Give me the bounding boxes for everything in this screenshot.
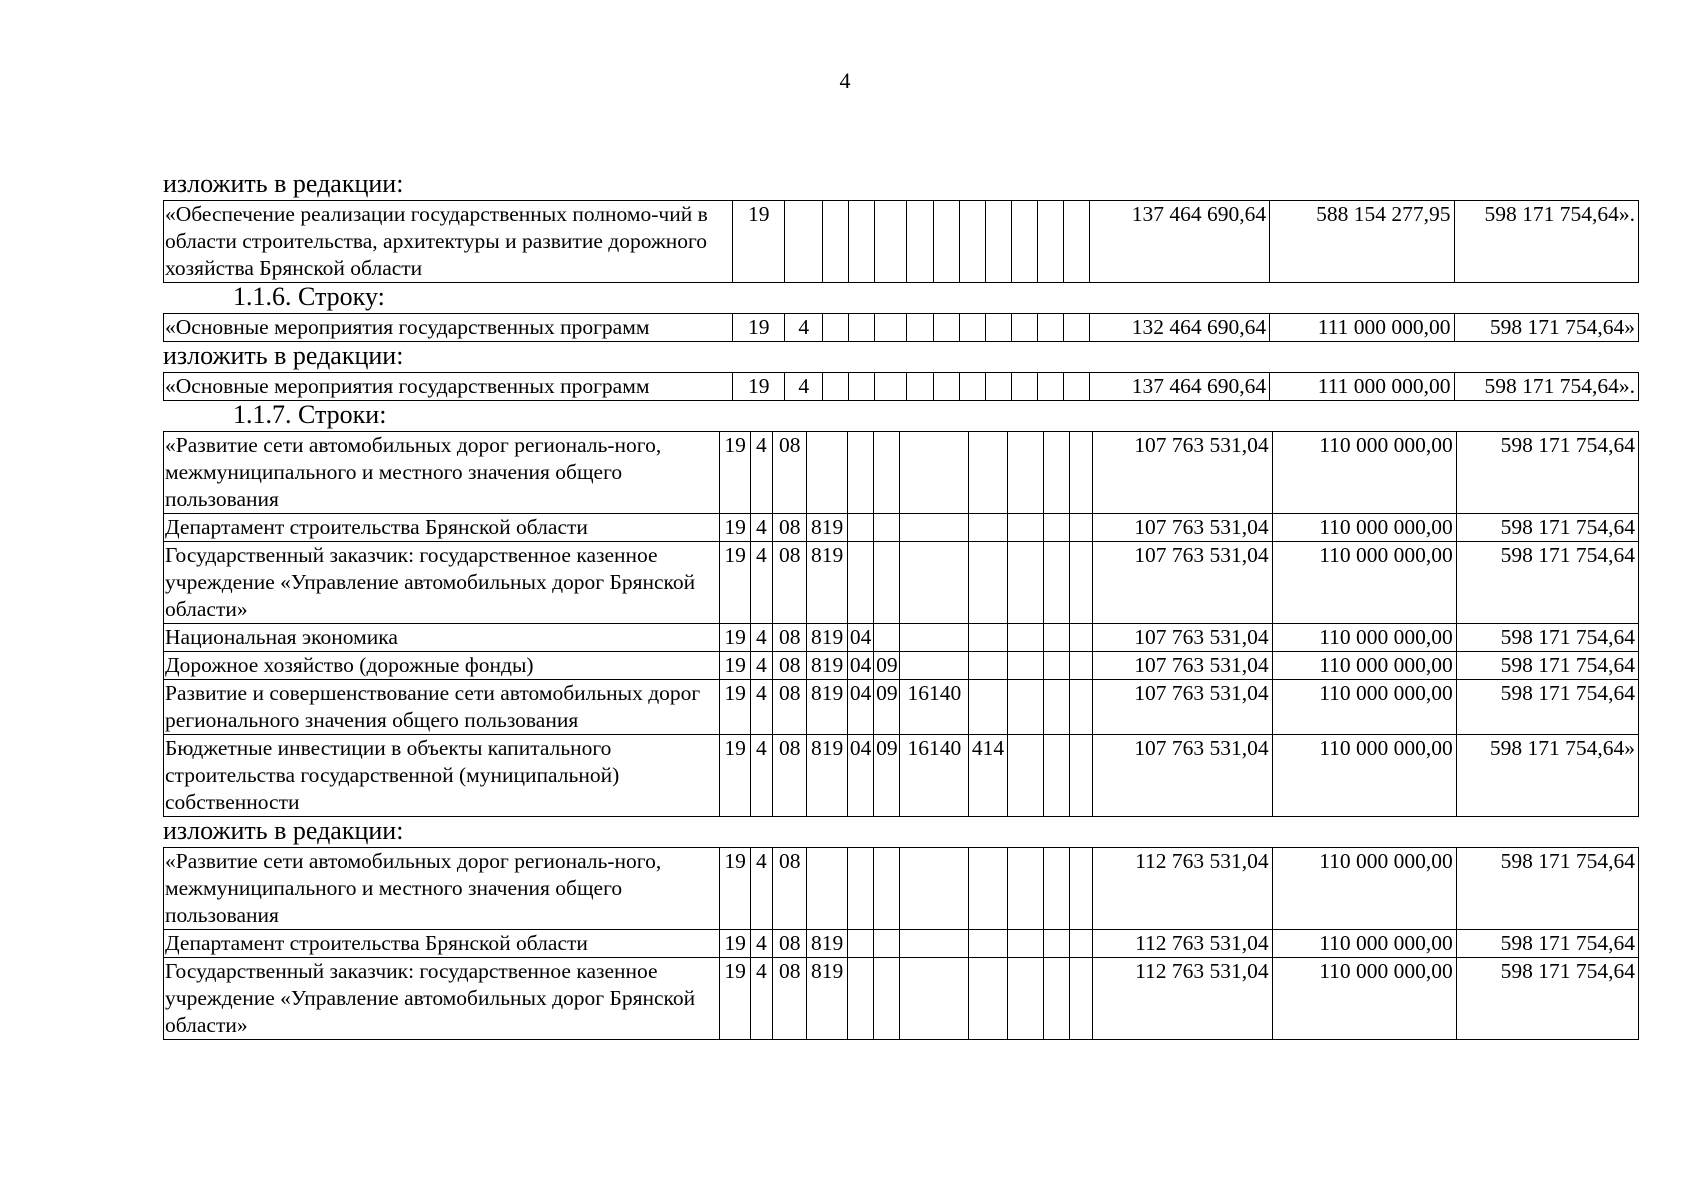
- code-cell: [847, 848, 873, 930]
- code-cell: 08: [773, 514, 807, 542]
- code-cell: 09: [874, 652, 900, 680]
- code-cell: [1007, 432, 1043, 514]
- amount-cell: 112 763 531,04: [1092, 930, 1272, 958]
- code-cell: [823, 314, 849, 342]
- code-cell: [969, 652, 1007, 680]
- code-cell: 819: [807, 652, 847, 680]
- code-cell: [849, 373, 875, 401]
- code-cell: [1037, 373, 1063, 401]
- code-cell: [1007, 958, 1043, 1040]
- code-cell: [847, 514, 873, 542]
- code-cell: 09: [874, 680, 900, 735]
- code-cell: [785, 201, 823, 283]
- amount-cell: 110 000 000,00: [1272, 514, 1456, 542]
- table-row: [164, 432, 1639, 514]
- code-cell: 4: [750, 432, 772, 514]
- code-cell: 19: [720, 930, 750, 958]
- table-row: [164, 958, 1639, 1040]
- code-cell: [907, 314, 933, 342]
- table-row: [164, 314, 1639, 342]
- code-cell: [1044, 432, 1070, 514]
- code-cell: [1007, 652, 1043, 680]
- code-cell: [1070, 652, 1092, 680]
- code-cell: [933, 201, 959, 283]
- row-name: «Развитие сети автомобильных дорог региональ-ного, межмуниципального и местного значения общего пользования: [164, 848, 720, 930]
- amount-cell: 107 763 531,04: [1092, 624, 1272, 652]
- code-cell: [1070, 680, 1092, 735]
- amount-cell: 110 000 000,00: [1272, 958, 1456, 1040]
- code-cell: [1011, 314, 1037, 342]
- amount-cell: 137 464 690,64: [1089, 373, 1269, 401]
- code-cell: 4: [750, 624, 772, 652]
- code-cell: [1037, 201, 1063, 283]
- amount-cell: 598 171 754,64»: [1456, 735, 1638, 817]
- code-cell: [874, 432, 900, 514]
- code-cell: [849, 201, 875, 283]
- code-cell: 04: [847, 624, 873, 652]
- code-cell: 08: [773, 624, 807, 652]
- code-cell: [1007, 514, 1043, 542]
- amount-cell: 110 000 000,00: [1272, 735, 1456, 817]
- code-cell: 08: [773, 542, 807, 624]
- code-cell: [1044, 680, 1070, 735]
- code-cell: [900, 848, 969, 930]
- amount-cell: 112 763 531,04: [1092, 958, 1272, 1040]
- row-name: Дорожное хозяйство (дорожные фонды): [164, 652, 720, 680]
- code-cell: [1007, 680, 1043, 735]
- amount-cell: 598 171 754,64: [1456, 848, 1638, 930]
- code-cell: [1037, 314, 1063, 342]
- code-cell: [969, 930, 1007, 958]
- code-cell: 19: [720, 848, 750, 930]
- code-cell: [847, 930, 873, 958]
- amount-cell: 598 171 754,64: [1456, 624, 1638, 652]
- code-cell: [1011, 373, 1037, 401]
- code-cell: [900, 958, 969, 1040]
- code-cell: [1070, 930, 1092, 958]
- code-cell: [874, 542, 900, 624]
- code-cell: [933, 314, 959, 342]
- code-cell: 4: [750, 735, 772, 817]
- code-cell: [1044, 652, 1070, 680]
- code-cell: [1070, 624, 1092, 652]
- code-cell: [1044, 624, 1070, 652]
- amount-cell: 132 464 690,64: [1089, 314, 1269, 342]
- row-name: Национальная экономика: [164, 624, 720, 652]
- row-name: Департамент строительства Брянской области: [164, 514, 720, 542]
- amount-cell: 110 000 000,00: [1272, 624, 1456, 652]
- amount-cell: 598 171 754,64: [1456, 542, 1638, 624]
- code-cell: [1070, 542, 1092, 624]
- document-body: [163, 170, 1639, 1040]
- instruction-heading: изложить в редакции:: [163, 341, 404, 370]
- code-cell: [907, 201, 933, 283]
- amount-cell: 598 171 754,64: [1456, 680, 1638, 735]
- code-cell: 4: [750, 958, 772, 1040]
- code-cell: [1007, 624, 1043, 652]
- code-cell: 19: [733, 373, 785, 401]
- code-cell: 08: [773, 680, 807, 735]
- code-cell: [875, 314, 907, 342]
- row-name: Департамент строительства Брянской области: [164, 930, 720, 958]
- instruction-heading: изложить в редакции:: [163, 169, 404, 198]
- code-cell: 16140: [900, 680, 969, 735]
- code-cell: 4: [750, 848, 772, 930]
- amount-cell: 110 000 000,00: [1272, 432, 1456, 514]
- amount-cell: 110 000 000,00: [1272, 652, 1456, 680]
- amount-cell: 588 154 277,95: [1270, 201, 1454, 283]
- code-cell: 04: [847, 735, 873, 817]
- code-cell: [969, 624, 1007, 652]
- code-cell: 19: [720, 735, 750, 817]
- budget-table: [163, 200, 1639, 283]
- budget-table: [163, 313, 1639, 342]
- code-cell: [1044, 958, 1070, 1040]
- code-cell: [847, 432, 873, 514]
- code-cell: 819: [807, 930, 847, 958]
- code-cell: [959, 373, 985, 401]
- code-cell: [874, 930, 900, 958]
- code-cell: 19: [720, 624, 750, 652]
- code-cell: [1070, 432, 1092, 514]
- amount-cell: 598 171 754,64: [1456, 432, 1638, 514]
- code-cell: [823, 373, 849, 401]
- code-cell: [807, 848, 847, 930]
- table-row: [164, 514, 1639, 542]
- table-row: [164, 735, 1639, 817]
- table-row: [164, 930, 1639, 958]
- code-cell: 08: [773, 958, 807, 1040]
- code-cell: [985, 314, 1011, 342]
- code-cell: [847, 542, 873, 624]
- code-cell: 08: [773, 735, 807, 817]
- code-cell: [969, 958, 1007, 1040]
- code-cell: 819: [807, 735, 847, 817]
- code-cell: [969, 542, 1007, 624]
- code-cell: [1044, 735, 1070, 817]
- code-cell: [847, 958, 873, 1040]
- row-name: Государственный заказчик: государственное казенное учреждение «Управление автомобильных дорог Брянской области»: [164, 542, 720, 624]
- code-cell: [874, 514, 900, 542]
- code-cell: [969, 514, 1007, 542]
- code-cell: 4: [750, 652, 772, 680]
- code-cell: [1070, 848, 1092, 930]
- code-cell: 08: [773, 652, 807, 680]
- code-cell: 19: [720, 432, 750, 514]
- amount-cell: 107 763 531,04: [1092, 514, 1272, 542]
- table-row: [164, 680, 1639, 735]
- amount-cell: 598 171 754,64: [1456, 958, 1638, 1040]
- code-cell: [874, 958, 900, 1040]
- row-name: Развитие и совершенствование сети автомобильных дорог регионального значения общего пользования: [164, 680, 720, 735]
- amount-cell: 112 763 531,04: [1092, 848, 1272, 930]
- code-cell: [1044, 930, 1070, 958]
- code-cell: [807, 432, 847, 514]
- code-cell: 08: [773, 432, 807, 514]
- code-cell: 4: [750, 680, 772, 735]
- code-cell: [1011, 201, 1037, 283]
- code-cell: [900, 432, 969, 514]
- code-cell: 19: [720, 680, 750, 735]
- code-cell: [959, 314, 985, 342]
- row-name: «Развитие сети автомобильных дорог региональ-ного, межмуниципального и местного значения общего пользования: [164, 432, 720, 514]
- code-cell: [849, 314, 875, 342]
- code-cell: [1044, 848, 1070, 930]
- code-cell: 19: [720, 958, 750, 1040]
- amount-cell: 110 000 000,00: [1272, 848, 1456, 930]
- code-cell: 04: [847, 652, 873, 680]
- code-cell: [1070, 958, 1092, 1040]
- table-row: [164, 624, 1639, 652]
- code-cell: 19: [720, 652, 750, 680]
- code-cell: [959, 201, 985, 283]
- code-cell: [900, 514, 969, 542]
- code-cell: [1070, 514, 1092, 542]
- code-cell: [933, 373, 959, 401]
- amount-cell: 107 763 531,04: [1092, 680, 1272, 735]
- budget-table: [163, 847, 1639, 1040]
- amount-cell: 137 464 690,64: [1089, 201, 1269, 283]
- row-name: Бюджетные инвестиции в объекты капитального строительства государственной (муниципальной) собственности: [164, 735, 720, 817]
- code-cell: [1007, 542, 1043, 624]
- code-cell: 414: [969, 735, 1007, 817]
- code-cell: 4: [750, 930, 772, 958]
- code-cell: 819: [807, 514, 847, 542]
- code-cell: [985, 201, 1011, 283]
- code-cell: [874, 848, 900, 930]
- code-cell: [969, 848, 1007, 930]
- amount-cell: 598 171 754,64»: [1454, 314, 1638, 342]
- section-heading: 1.1.7. Строки:: [233, 400, 387, 429]
- code-cell: 19: [733, 201, 785, 283]
- code-cell: [874, 624, 900, 652]
- amount-cell: 598 171 754,64: [1456, 930, 1638, 958]
- code-cell: [1044, 514, 1070, 542]
- row-name: «Обеспечение реализации государственных полномо-чий в области строительства, архитектуры и развитие дорожного хозяйства Брянской области: [164, 201, 733, 283]
- amount-cell: 107 763 531,04: [1092, 735, 1272, 817]
- code-cell: 819: [807, 680, 847, 735]
- code-cell: 08: [773, 930, 807, 958]
- table-row: [164, 652, 1639, 680]
- amount-cell: 110 000 000,00: [1272, 542, 1456, 624]
- amount-cell: 111 000 000,00: [1270, 314, 1454, 342]
- code-cell: [985, 373, 1011, 401]
- code-cell: 819: [807, 958, 847, 1040]
- row-name: Государственный заказчик: государственное казенное учреждение «Управление автомобильных дорог Брянской области»: [164, 958, 720, 1040]
- code-cell: [1070, 735, 1092, 817]
- code-cell: [1007, 848, 1043, 930]
- code-cell: 08: [773, 848, 807, 930]
- row-name: «Основные мероприятия государственных программ: [164, 373, 733, 401]
- code-cell: 19: [720, 514, 750, 542]
- amount-cell: 598 171 754,64».: [1454, 373, 1638, 401]
- table-row: [164, 201, 1639, 283]
- code-cell: [1063, 373, 1089, 401]
- code-cell: [900, 652, 969, 680]
- code-cell: 4: [750, 514, 772, 542]
- amount-cell: 110 000 000,00: [1272, 930, 1456, 958]
- instruction-heading: изложить в редакции:: [163, 816, 404, 845]
- page-number: 4: [839, 68, 851, 93]
- amount-cell: 107 763 531,04: [1092, 542, 1272, 624]
- code-cell: 19: [720, 542, 750, 624]
- code-cell: [900, 624, 969, 652]
- amount-cell: 598 171 754,64: [1456, 514, 1638, 542]
- code-cell: 819: [807, 624, 847, 652]
- code-cell: [1007, 930, 1043, 958]
- code-cell: [1063, 201, 1089, 283]
- code-cell: [1007, 735, 1043, 817]
- code-cell: 04: [847, 680, 873, 735]
- code-cell: 19: [733, 314, 785, 342]
- code-cell: [875, 373, 907, 401]
- table-row: [164, 373, 1639, 401]
- code-cell: [823, 201, 849, 283]
- amount-cell: 598 171 754,64».: [1454, 201, 1638, 283]
- amount-cell: 110 000 000,00: [1272, 680, 1456, 735]
- code-cell: 4: [785, 373, 823, 401]
- amount-cell: 107 763 531,04: [1092, 432, 1272, 514]
- code-cell: [969, 680, 1007, 735]
- code-cell: [907, 373, 933, 401]
- code-cell: [900, 542, 969, 624]
- amount-cell: 107 763 531,04: [1092, 652, 1272, 680]
- code-cell: 4: [750, 542, 772, 624]
- budget-table: [163, 431, 1639, 817]
- table-row: [164, 848, 1639, 930]
- section-heading: 1.1.6. Строку:: [233, 282, 385, 311]
- amount-cell: 111 000 000,00: [1270, 373, 1454, 401]
- code-cell: [969, 432, 1007, 514]
- code-cell: 16140: [900, 735, 969, 817]
- code-cell: 819: [807, 542, 847, 624]
- table-row: [164, 542, 1639, 624]
- code-cell: [875, 201, 907, 283]
- row-name: «Основные мероприятия государственных программ: [164, 314, 733, 342]
- budget-table: [163, 372, 1639, 401]
- code-cell: [1063, 314, 1089, 342]
- code-cell: 4: [785, 314, 823, 342]
- code-cell: 09: [874, 735, 900, 817]
- code-cell: [900, 930, 969, 958]
- code-cell: [1044, 542, 1070, 624]
- amount-cell: 598 171 754,64: [1456, 652, 1638, 680]
